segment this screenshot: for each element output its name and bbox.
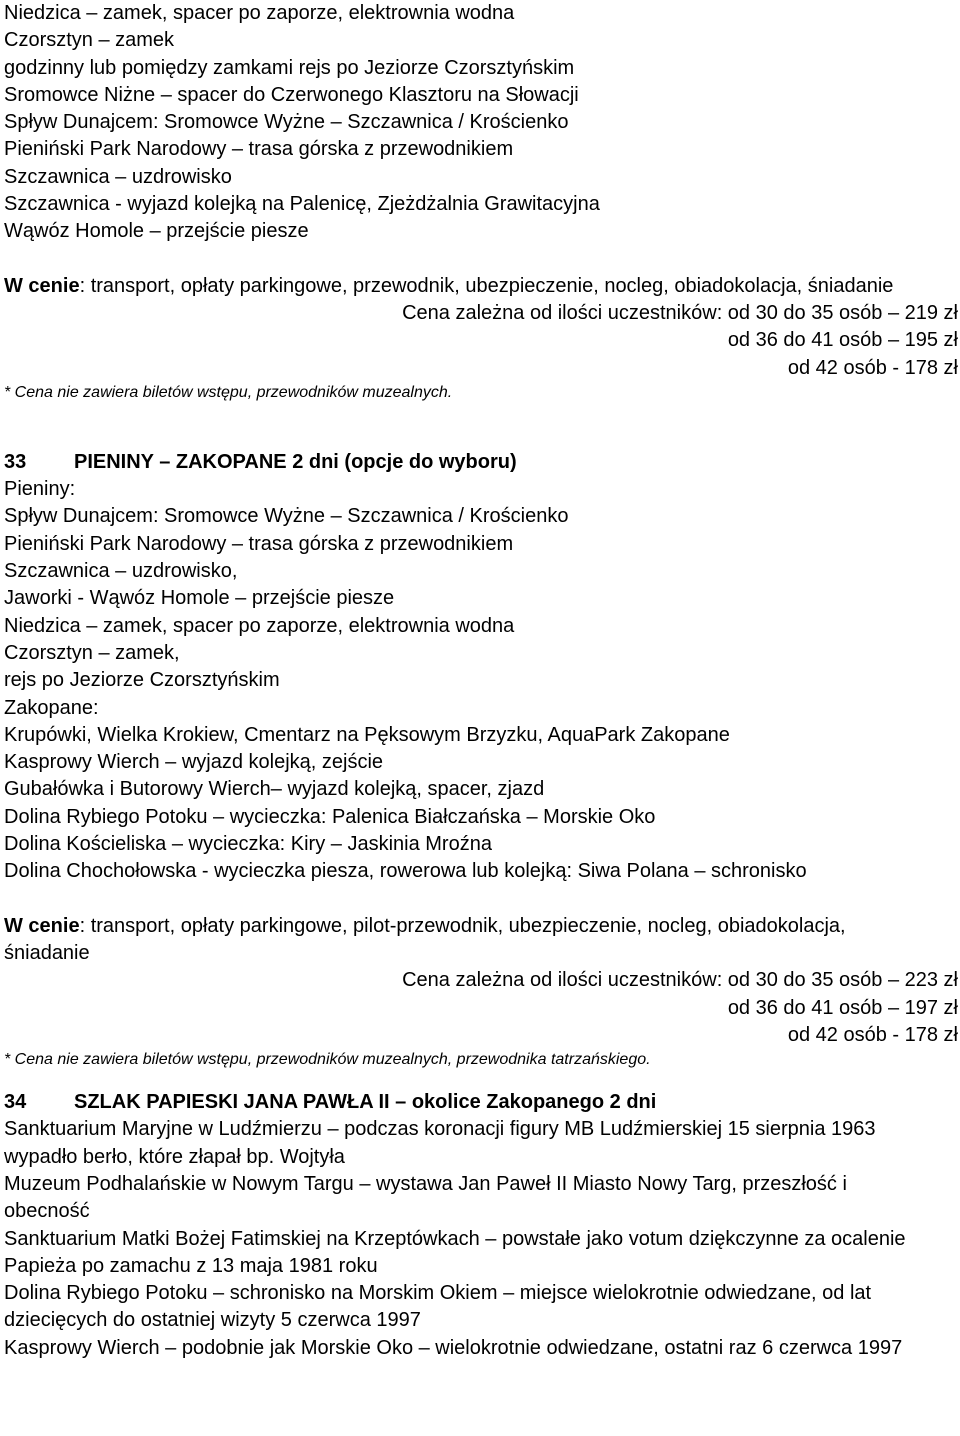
itinerary-paragraph: Dolina Rybiego Potoku – schronisko na Morskim Okiem – miejsce wielokrotnie odwiedzane, od lat dziecięcych do ostatniej wizyty 5 czerwca 1997 [4, 1282, 872, 1332]
itinerary-line: rejs po Jeziorze Czorsztyńskim [4, 669, 280, 692]
itinerary-line: Szczawnica – uzdrowisko, [4, 560, 238, 583]
itinerary-line: Jaworki - Wąwóz Homole – przejście piesze [4, 587, 395, 610]
itinerary-line: Wąwóz Homole – przejście piesze [4, 220, 309, 243]
section-heading: PIENINY – ZAKOPANE 2 dni (opcje do wyboru) [74, 450, 517, 473]
price-line: od 42 osób - 178 zł [787, 1023, 958, 1046]
section-34 [4, 1089, 960, 1362]
includes-text: : transport, opłaty parkingowe, pilot-przewodnik, ubezpieczenie, nocleg, obiadokolacja, śniadanie [4, 914, 846, 964]
itinerary-line: Kasprowy Wierch – wyjazd kolejką, zejście [4, 751, 384, 774]
includes-label: W cenie [4, 914, 80, 937]
section-heading: SZLAK PAPIESKI JANA PAWŁA II – okolice Zakopanego 2 dni [74, 1091, 657, 1114]
itinerary-line: Czorsztyn – zamek, [4, 641, 180, 664]
itinerary-line: Szczawnica – uzdrowisko [4, 165, 232, 188]
itinerary-line: Dolina Chochołowska - wycieczka piesza, rowerowa lub kolejką: Siwa Polana – schronisko [4, 860, 807, 883]
itinerary-line: godzinny lub pomiędzy zamkami rejs po Jeziorze Czorsztyńskim [4, 56, 575, 79]
itinerary-line: Pieniński Park Narodowy – trasa górska z przewodnikiem [4, 532, 514, 555]
price-line: Cena zależna od ilości uczestników: od 30 do 35 osób – 223 zł [402, 969, 958, 992]
itinerary-line: Gubałówka i Butorowy Wierch– wyjazd kolejką, spacer, zjazd [4, 778, 545, 801]
itinerary-line: Spływ Dunajcem: Sromowce Wyżne – Szczawnica / Krościenko [4, 111, 569, 134]
section-title [4, 449, 960, 476]
section-33 [4, 449, 960, 1071]
price-line: od 36 do 41 osób – 197 zł [727, 996, 958, 1019]
itinerary-paragraph: Sanktuarium Matki Bożej Fatimskiej na Krzeptówkach – powstałe jako votum dziękczynne za ocalenie Papieża po zamachu z 13 maja 1981 roku [4, 1227, 906, 1277]
itinerary-line: Sromowce Niżne – spacer do Czerwonego Klasztoru na Słowacji [4, 83, 579, 106]
includes-label: W cenie [4, 274, 80, 297]
section-number: 33 [4, 450, 27, 473]
price-note: * Cena nie zawiera biletów wstępu, przewodników muzealnych, przewodnika tatrzańskiego. [4, 1051, 651, 1069]
itinerary-line: Spływ Dunajcem: Sromowce Wyżne – Szczawnica / Krościenko [4, 505, 569, 528]
price-includes [4, 273, 960, 300]
itinerary-line: Czorsztyn – zamek [4, 29, 175, 52]
itinerary-line: Dolina Kościeliska – wycieczka: Kiry – Jaskinia Mroźna [4, 833, 492, 856]
includes-text: : transport, opłaty parkingowe, przewodnik, ubezpieczenie, nocleg, obiadokolacja, śniadanie [79, 274, 894, 297]
price-line: od 42 osób - 178 zł [787, 356, 958, 379]
itinerary-line: Szczawnica - wyjazd kolejką na Palenicę, Zjeżdżalnia Grawitacyjna [4, 193, 600, 216]
itinerary-line: Pieniński Park Narodowy – trasa górska z przewodnikiem [4, 138, 514, 161]
itinerary-line: Niedzica – zamek, spacer po zaporze, elektrownia wodna [4, 614, 515, 637]
price-line: od 36 do 41 osób – 195 zł [727, 329, 958, 352]
itinerary-line: Zakopane: [4, 696, 99, 719]
itinerary-line: Dolina Rybiego Potoku – wycieczka: Palenica Białczańska – Morskie Oko [4, 805, 656, 828]
itinerary-paragraph: Muzeum Podhalańskie w Nowym Targu – wystawa Jan Paweł II Miasto Nowy Targ, przeszłość i obecność [4, 1172, 847, 1223]
price-note: * Cena nie zawiera biletów wstępu, przewodników muzealnych. [4, 383, 453, 401]
itinerary-line: Pieniny: [4, 478, 76, 501]
itinerary-line: Niedzica – zamek, spacer po zaporze, elektrownia wodna [4, 2, 515, 24]
itinerary-paragraph: Kasprowy Wierch – podobnie jak Morskie Oko – wielokrotnie odwiedzane, ostatni raz 6 czerwca 1997 [4, 1336, 903, 1359]
section-previous [4, 0, 960, 404]
price-line: Cena zależna od ilości uczestników: od 30 do 35 osób – 219 zł [402, 301, 958, 324]
price-includes [4, 913, 960, 968]
itinerary-line: Krupówki, Wielka Krokiew, Cmentarz na Pęksowym Brzyzku, AquaPark Zakopane [4, 723, 730, 746]
section-title [4, 1089, 960, 1116]
section-number: 34 [4, 1091, 27, 1114]
itinerary-paragraph: Sanktuarium Maryjne w Ludźmierzu – podczas koronacji figury MB Ludźmierskiej 15 sierpnia 1963 wypadło berło, które złapał bp. Wojtyła [4, 1118, 876, 1168]
